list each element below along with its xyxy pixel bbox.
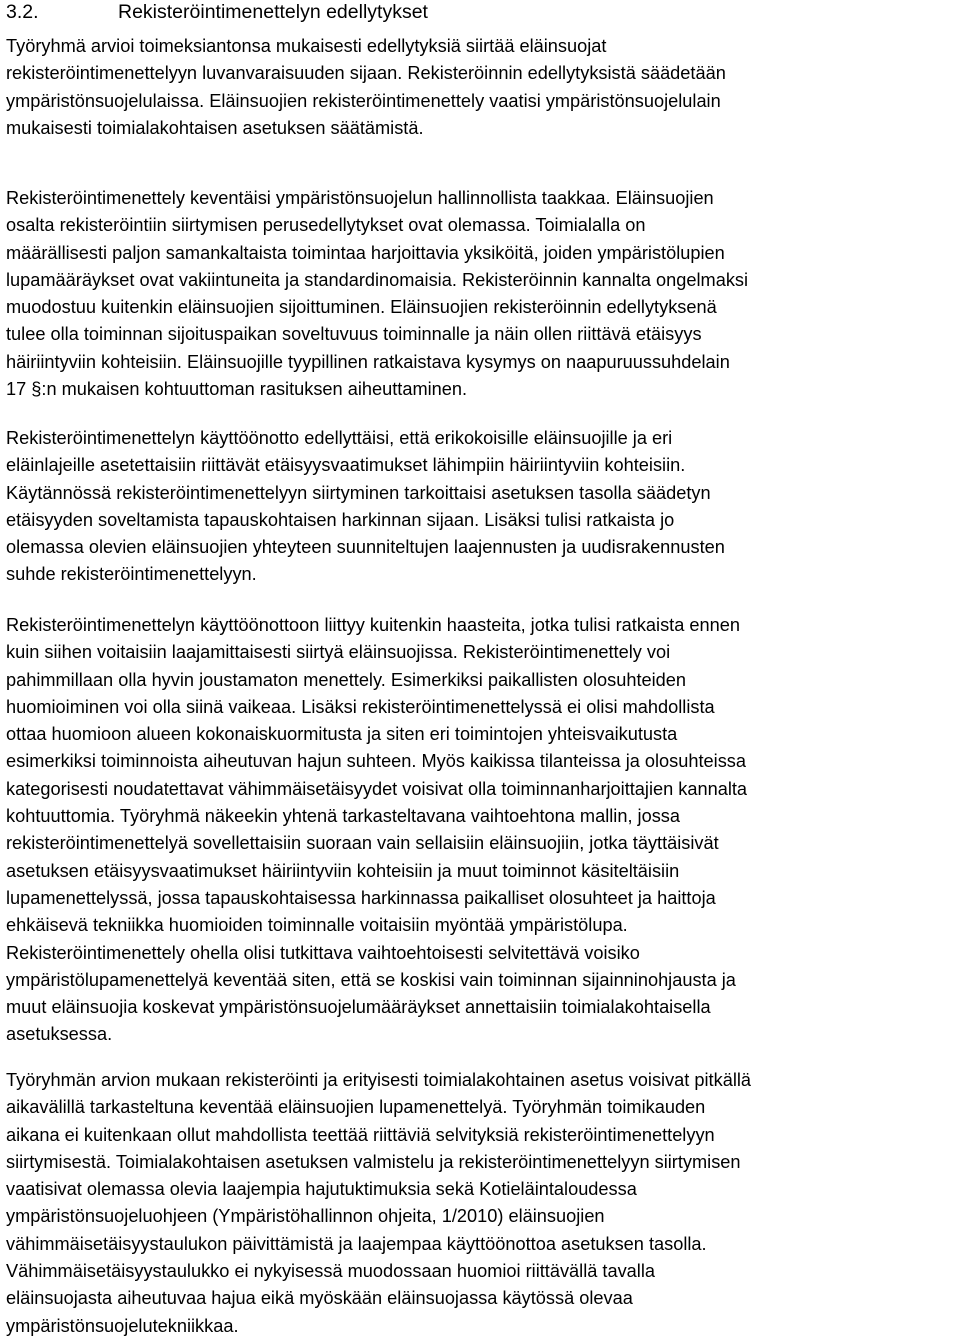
- paragraph-line: Rekisteröintimenettelyn käyttöönotto edellyttäisi, että erikokoisille eläinsuojille ja eri: [6, 428, 673, 448]
- paragraph-line: aikana ei kuitenkaan ollut mahdollista teettää riittäviä selvityksiä rekisteröintimenettelyyn: [6, 1124, 715, 1145]
- paragraph-line: eläinsuojasta aiheutuvaa hajua eikä myöskään eläinsuojassa käytössä olevaa: [6, 1288, 633, 1309]
- paragraph-line: lupamenettelyssä, jossa tapauskohtaisessa harkinnassa paikalliset olosuhteet ja haittoja: [6, 887, 716, 908]
- paragraph-line: Vähimmäisetäisyystaulukko ei nykyisessä muodossaan huomioi riittävällä tavalla: [6, 1261, 655, 1282]
- paragraph: [6, 1067, 751, 1340]
- paragraph-line: ympäristölupamenettelyä keventää siten, että se koskisi vain toiminnan sijainninohjausta ja: [6, 969, 736, 990]
- paragraph-line: ehkäisevä tekniikka huomioiden toiminnalle voitaisiin myöntää ympäristölupa.: [6, 915, 628, 936]
- paragraph-line: etäisyyden soveltamista tapauskohtaisen harkinnan sijaan. Lisäksi tulisi ratkaista jo: [6, 509, 675, 530]
- paragraph-line: Rekisteröintimenettely keventäisi ympäristönsuojelun hallinnollista taakkaa. Eläinsuojien: [6, 188, 714, 208]
- document-page: [6, 0, 956, 1336]
- paragraph-line: kategorisesti noudatettavat vähimmäisetäisyydet voisivat olla toiminnanharjoittajien kannalta: [6, 778, 748, 799]
- section-title: Rekisteröintimenettelyn edellytykset: [118, 1, 428, 23]
- paragraph-line: suhde rekisteröintimenettelyyn.: [6, 564, 257, 585]
- paragraph-line: häiriintyviin kohteisiin. Eläinsuojille tyypillinen ratkaistava kysymys on naapuruussuhdelain: [6, 351, 730, 372]
- paragraph-line: esimerkiksi toiminnoista aiheutuvan hajun suhteen. Myös kaikissa tilanteissa ja olosuhteissa: [6, 751, 747, 772]
- paragraph-line: Työryhmän arvion mukaan rekisteröinti ja erityisesti toimialakohtainen asetus voisivat pitkällä: [6, 1070, 752, 1090]
- paragraph-line: eläinlajeille asetettaisiin riittävät etäisyysvaatimukset lähimpiin häiriintyviin kohteisiin.: [6, 455, 686, 476]
- paragraph-line: lupamääräykset ovat vakiintuneita ja standardinomaisia. Rekisteröinnin kannalta ongelmaksi: [6, 269, 749, 290]
- paragraph-line: muut eläinsuojia koskevat ympäristönsuojelumääräykset annettaisiin toimialakohtaisella: [6, 997, 711, 1018]
- paragraph-line: kuin siihen voitaisiin laajamittaisesti siirtyä eläinsuojissa. Rekisteröintimenettely voi: [6, 642, 671, 663]
- paragraph-line: mukaisesti toimialakohtaisen asetuksen säätämistä.: [6, 117, 424, 138]
- paragraph-line: olemassa olevien eläinsuojien yhteyteen suunniteltujen laajennusten ja uudisrakennusten: [6, 537, 725, 558]
- paragraph-line: muodostuu kuitenkin eläinsuojien sijoittuminen. Eläinsuojien rekisteröinnin edellytyksenä: [6, 297, 717, 318]
- paragraph-line: Käytännössä rekisteröintimenettelyyn siirtyminen tarkoittaisi asetuksen tasolla säädetyn: [6, 482, 711, 503]
- paragraph: [6, 612, 747, 1049]
- paragraph-line: määrällisesti paljon samankaltaista toimintaa harjoittavia yksiköitä, joiden ympäristölupien: [6, 242, 725, 263]
- paragraph-line: siirtymisestä. Toimialakohtaisen asetuksen valmistelu ja rekisteröintimenettelyyn siirtymisen: [6, 1151, 741, 1172]
- paragraph-line: asetuksessa.: [6, 1024, 113, 1045]
- paragraph-line: vaatisivat olemassa olevia laajempia hajutuktimuksia sekä Kotieläintaloudessa: [6, 1179, 637, 1200]
- paragraph-line: ympäristönsuojelulaissa. Eläinsuojien rekisteröintimenettely vaatisi ympäristönsuojelulain: [6, 90, 721, 111]
- paragraph-line: asetuksen etäisyysvaatimukset häiriintyviin kohteisiin ja muut toiminnot käsiteltäisiin: [6, 860, 680, 881]
- section-number: 3.2.: [6, 1, 39, 23]
- paragraph: [6, 425, 725, 589]
- paragraph-line: rekisteröintimenettelyyn luvanvaraisuuden sijaan. Rekisteröinnin edellytyksistä säädetään: [6, 63, 726, 84]
- paragraph-line: 17 §:n mukaisen kohtuuttoman rasituksen aiheuttaminen.: [6, 379, 468, 400]
- paragraph: [6, 185, 748, 403]
- paragraph: [6, 33, 726, 142]
- paragraph-line: Rekisteröintimenettely ohella olisi tutkittava vaihtoehtoisesti selvitettävä voisiko: [6, 942, 640, 963]
- paragraph-line: Rekisteröintimenettelyn käyttöönottoon liittyy kuitenkin haasteita, jotka tulisi ratkaista ennen: [6, 615, 740, 635]
- paragraph-line: ympäristönsuojelutekniikkaa.: [6, 1315, 239, 1336]
- paragraph-line: pahimmillaan olla hyvin joustamaton menettely. Esimerkiksi paikallisten olosuhteiden: [6, 669, 687, 690]
- paragraph-line: Työryhmä arvioi toimeksiantonsa mukaisesti edellytyksiä siirtää eläinsuojat: [6, 36, 607, 56]
- paragraph-line: rekisteröintimenettelyä sovellettaisiin suoraan vain sellaisiin eläinsuojiin, jotka täyttäisivät: [6, 833, 719, 854]
- paragraph-line: ympäristönsuojeluohjeen (Ympäristöhallinnon ohjeita, 1/2010) eläinsuojien: [6, 1206, 605, 1227]
- paragraph-line: aikavälillä tarkasteltuna keventää eläinsuojien lupamenettelyä. Työryhmän toimikauden: [6, 1097, 706, 1118]
- section-heading: [6, 0, 956, 24]
- paragraph-line: vähimmäisetäisyystaulukon päivittämistä ja laajempaa käyttöönottoa asetuksen tasolla.: [6, 1233, 707, 1254]
- paragraph-line: tulee olla toiminnan sijoituspaikan soveltuvuus toiminnalle ja näin ollen riittävä etäisyys: [6, 324, 702, 345]
- paragraph-line: osalta rekisteröintiin siirtymisen perusedellytykset ovat olemassa. Toimialalla on: [6, 215, 646, 236]
- paragraph-line: huomioiminen voi olla siinä vaikeaa. Lisäksi rekisteröintimenettelyssä ei olisi mahdollista: [6, 696, 715, 717]
- paragraph-line: ottaa huomioon alueen kokonaiskuormitusta ja siten eri toimintojen yhteisvaikutusta: [6, 724, 678, 745]
- paragraph-line: kohtuuttomia. Työryhmä näkeekin yhtenä tarkasteltavana vaihtoehtona mallin, jossa: [6, 806, 681, 827]
